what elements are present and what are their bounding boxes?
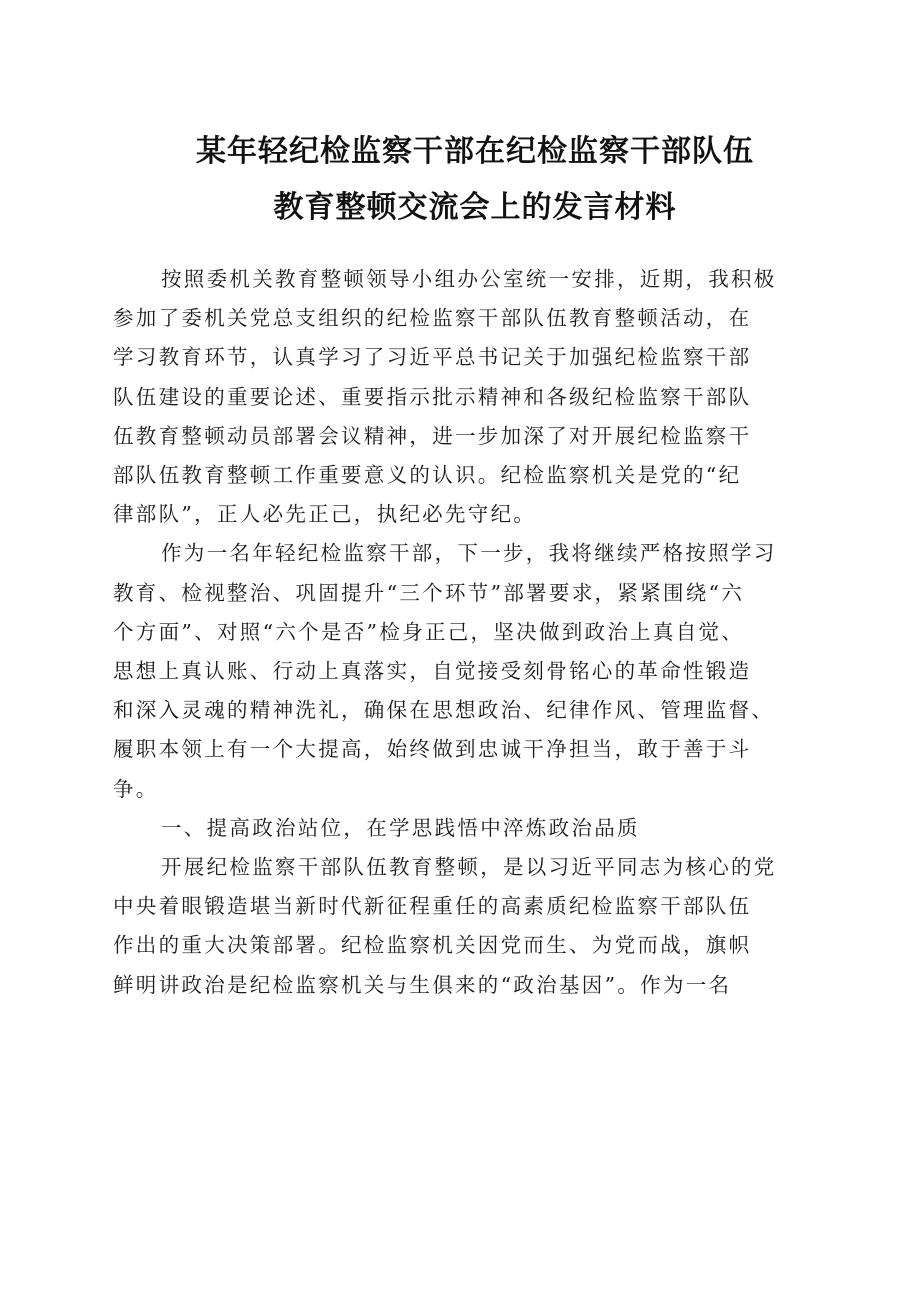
- title-line-1: 某年轻纪检监察干部在纪检监察干部队伍: [196, 134, 754, 169]
- text-line: 个方面”、对照“六个是否”检身正己，坚决做到政治上真自觉、: [113, 619, 745, 644]
- text-line: 争。: [113, 776, 159, 801]
- text-line: 部队伍教育整顿工作重要意义的认识。纪检监察机关是党的“纪: [113, 463, 742, 488]
- text-line: 中央着眼锻造堪当新时代新征程重任的高素质纪检监察干部队伍: [113, 894, 752, 919]
- section-heading-1: [137, 809, 813, 848]
- text-line: 和深入灵魂的精神洗礼，确保在思想政治、纪律作风、管理监督、: [113, 698, 775, 723]
- text-line: 作出的重大决策部署。纪检监察机关因党而生、为党而战，旗帜: [113, 933, 752, 958]
- text-line: 开展纪检监察干部队伍教育整顿，是以习近平同志为核心的党: [161, 855, 777, 880]
- text-line: 学习教育环节，认真学习了习近平总书记关于加强纪检监察干部: [113, 345, 752, 370]
- text-line: 按照委机关教育整顿领导小组办公室统一安排，近期，我积极: [161, 267, 777, 291]
- text-line: 参加了委机关党总支组织的纪检监察干部队伍教育整顿活动，在: [113, 306, 752, 331]
- paragraph-1: [113, 260, 813, 534]
- text-line: 教育、检视整治、巩固提升“三个环节”部署要求，紧紧围绕“六: [113, 580, 745, 605]
- text-line: 作为一名年轻纪检监察干部，下一步，我将继续严格按照学习: [161, 541, 777, 566]
- document-body: [113, 260, 813, 1005]
- paragraph-3: [113, 848, 813, 1005]
- text-line: 队伍建设的重要论述、重要指示批示精神和各级纪检监察干部队: [113, 384, 752, 409]
- document-page: [113, 124, 813, 1005]
- text-line: 思想上真认账、行动上真落实，自觉接受刻骨铭心的革命性锻造: [113, 659, 752, 684]
- title-line-2: 教育整顿交流会上的发言材料: [273, 190, 677, 225]
- text-line: 鲜明讲政治是纪检监察机关与生俱来的“政治基因”。作为一名: [113, 972, 732, 997]
- text-line: 伍教育整顿动员部署会议精神，进一步加深了对开展纪检监察干: [113, 423, 752, 448]
- text-line: 一、提高政治站位，在学思践悟中淬炼政治品质: [161, 815, 640, 840]
- text-line: 履职本领上有一个大提高，始终做到忠诚干净担当，敢于善于斗: [113, 737, 752, 762]
- text-line: 律部队”，正人必先正己，执纪必先守纪。: [113, 502, 537, 527]
- paragraph-2: [113, 534, 813, 808]
- document-title: [137, 124, 813, 236]
